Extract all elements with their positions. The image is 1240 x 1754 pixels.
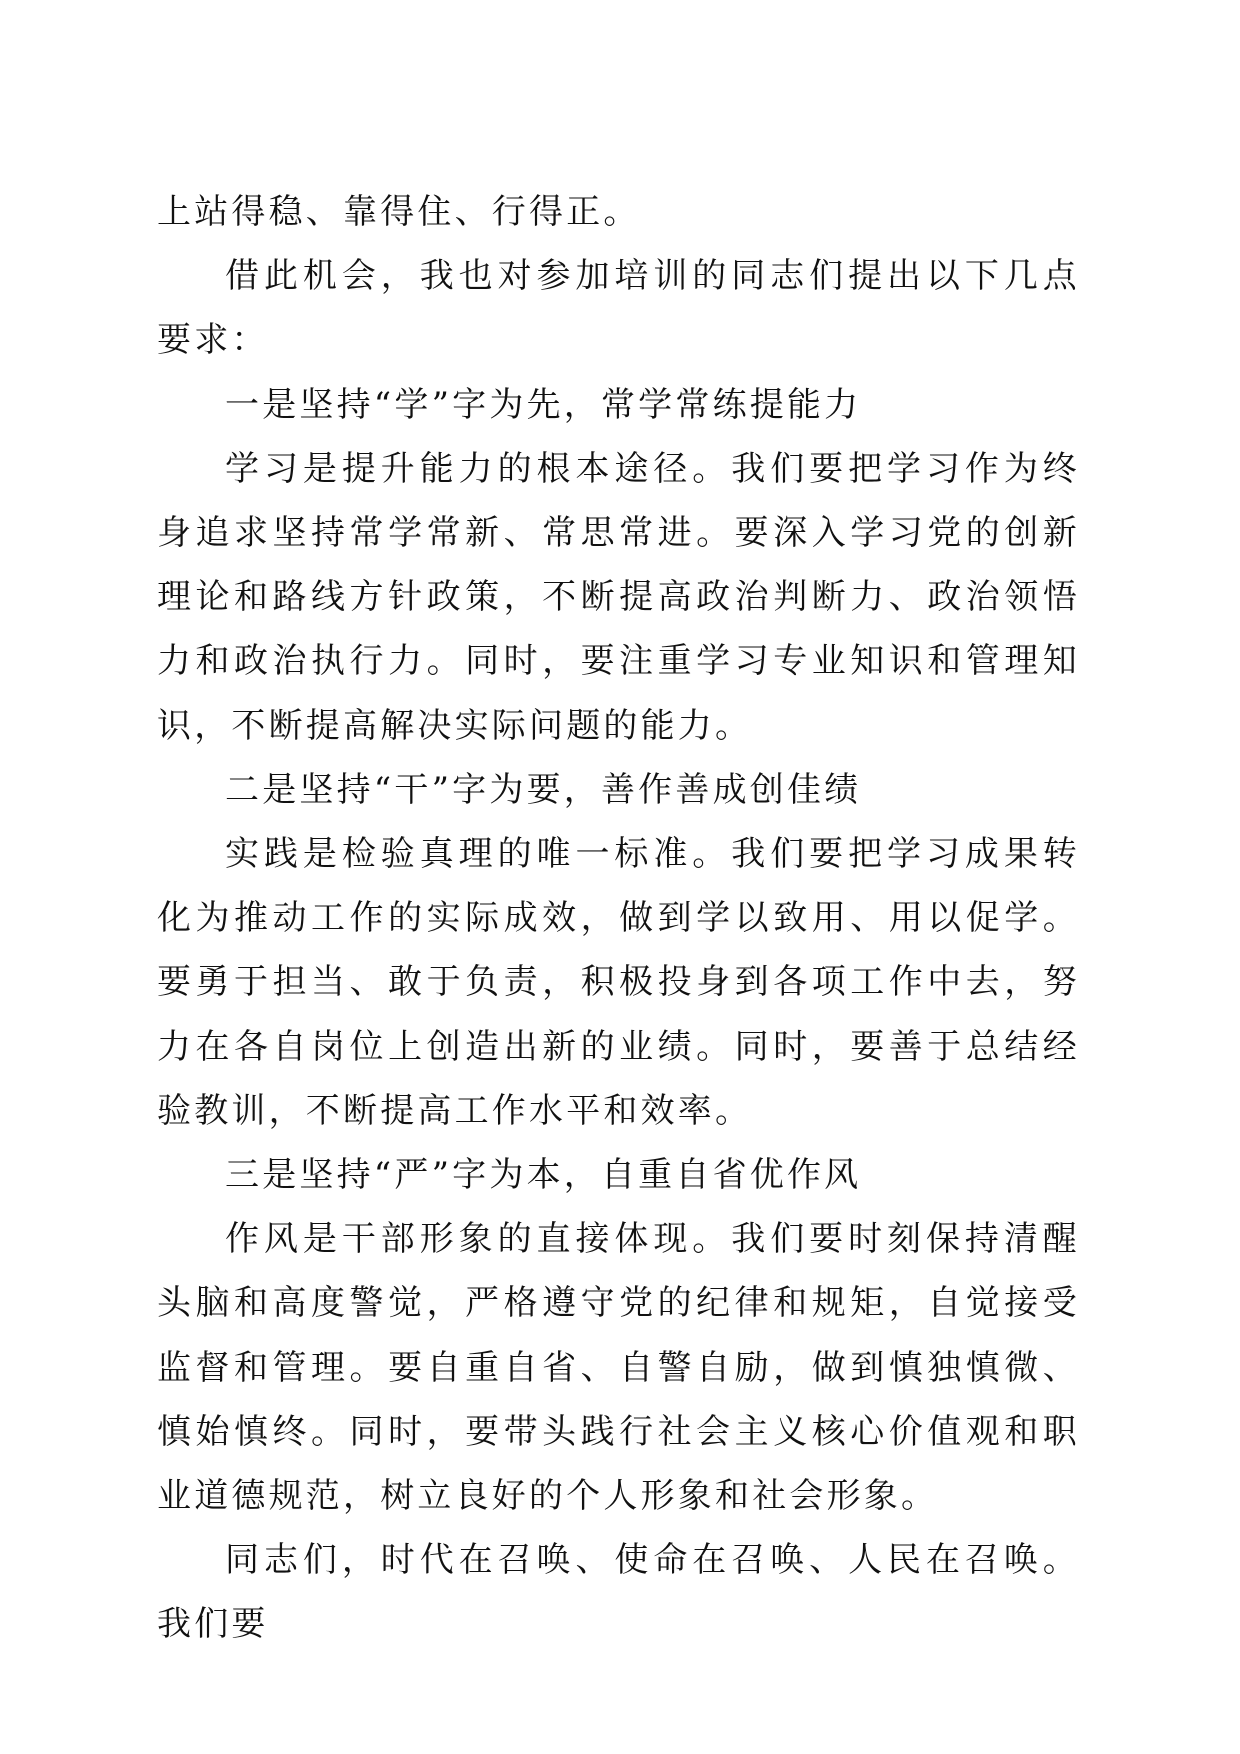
section-heading-discipline: 三是坚持“严”字为本，自重自省优作风: [225, 1155, 862, 1196]
paragraph-continuation: 上站得稳、靠得住、行得正。: [157, 192, 641, 232]
paragraph-work: 实践是检验真理的唯一标准。我们要把学习成果转化为推动工作的实际成效，做到学以致用、用以促学。要勇于担当、敢于负责，积极投身到各项工作中去，努力在各自岗位上创造出新的业绩。同时，要善于总结经验教训，不断提高工作水平和效率。: [157, 834, 1080, 1131]
paragraph-closing: 同志们，时代在召唤、使命在召唤、人民在召唤。我们要: [157, 1540, 1080, 1645]
section-heading-study: 一是坚持“学”字为先，常学常练提能力: [225, 384, 862, 425]
section-heading-work: 二是坚持“干”字为要，善作善成创佳绩: [225, 769, 862, 810]
document-body: [157, 180, 1080, 1657]
paragraph-discipline: 作风是干部形象的直接体现。我们要时刻保持清醒头脑和高度警觉，严格遵守党的纪律和规矩，自觉接受监督和管理。要自重自省、自警自励，做到慎独慎微、慎始慎终。同时，要带头践行社会主义核心价值观和职业道德规范，树立良好的个人形象和社会形象。: [157, 1219, 1080, 1517]
paragraph-intro: 借此机会，我也对参加培训的同志们提出以下几点要求：: [157, 256, 1080, 361]
paragraph-study: 学习是提升能力的根本途径。我们要把学习作为终身追求坚持常学常新、常思常进。要深入学习党的创新理论和路线方针政策，不断提高政治判断力、政治领悟力和政治执行力。同时，要注重学习专业知识和管理知识，不断提高解决实际问题的能力。: [157, 448, 1080, 746]
